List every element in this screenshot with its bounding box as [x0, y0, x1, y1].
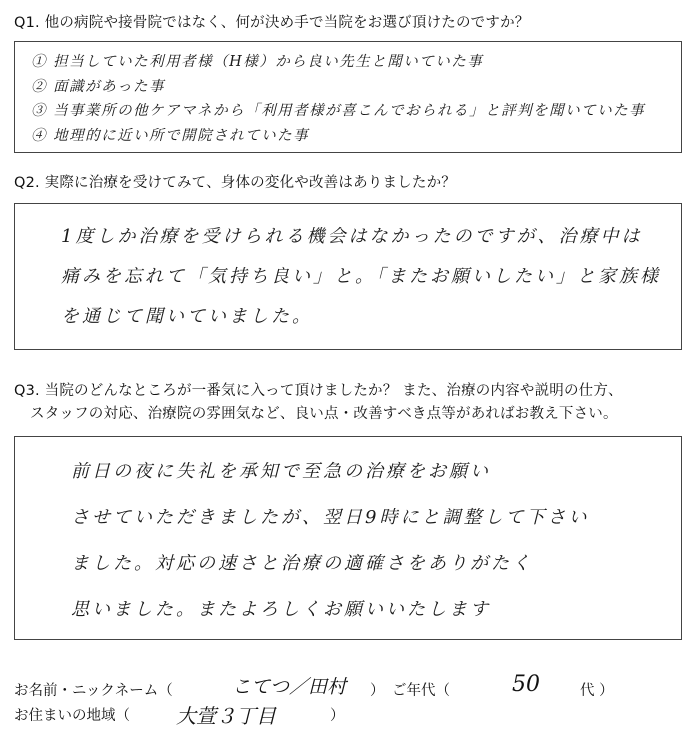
- q2-answer-line-1: 1度しか治療を受けられる機会はなかったのですが、治療中は: [61, 226, 643, 247]
- q3-answer-line-1: 前日の夜に失礼を承知で至急の治療をお願い: [71, 461, 491, 482]
- area-close: ）: [330, 708, 345, 724]
- q3-answer-line-4: 思いました。またよろしくお願いいたします: [71, 599, 491, 620]
- q1-answer-2: ② 面識があった事: [31, 79, 165, 95]
- q1-answer-box: [14, 41, 682, 153]
- age-value: 50: [512, 672, 540, 697]
- q1-answer-1: ① 担当していた利用者様（H様）から良い先生と聞いていた事: [31, 54, 484, 70]
- q2-question: Q2. 実際に治療を受けてみて、身体の変化や改善はありましたか？: [14, 175, 456, 191]
- name-label: お名前・ニックネーム（: [14, 683, 173, 699]
- q3-answer-line-3: ました。対応の速さと治療の適確さをありがたく: [71, 553, 533, 574]
- q3-answer-box: [14, 436, 682, 640]
- q1-answer-4: ④ 地理的に近い所で開院されていた事: [31, 128, 310, 144]
- name-value: こてつ／田村: [232, 676, 347, 698]
- q2-answer-box: [14, 203, 682, 350]
- q2-answer-line-2: 痛みを忘れて「気持ち良い」と。「またお願いしたい」と家族様: [61, 266, 661, 287]
- age-suffix: 代 ）: [580, 683, 614, 699]
- name-close: ）: [370, 683, 385, 699]
- q3-answer-line-2: させていただきましたが、翌日9時にと調整して下さい: [71, 507, 590, 528]
- q3-question-line-2: スタッフの対応、治療院の雰囲気など、良い点・改善すべき点等があればお教え下さい。: [30, 406, 618, 422]
- q2-answer-line-3: を通じて聞いていました。: [61, 306, 313, 327]
- age-label: ご年代（: [392, 683, 450, 699]
- q1-answer-3: ③ 当事業所の他ケアマネから「利用者様が喜こんでおられる」と評判を聞いていた事: [31, 103, 646, 119]
- q3-question-line-1: Q3. 当院のどんなところが一番気に入って頂けましたか？ また、治療の内容や説明の仕方、: [14, 383, 623, 399]
- q1-question: Q1. 他の病院や接骨院ではなく、何が決め手で当院をお選び頂けたのですか？: [14, 15, 530, 31]
- area-label: お住まいの地域（: [14, 708, 130, 724]
- area-value: 大萱３丁目: [176, 704, 276, 728]
